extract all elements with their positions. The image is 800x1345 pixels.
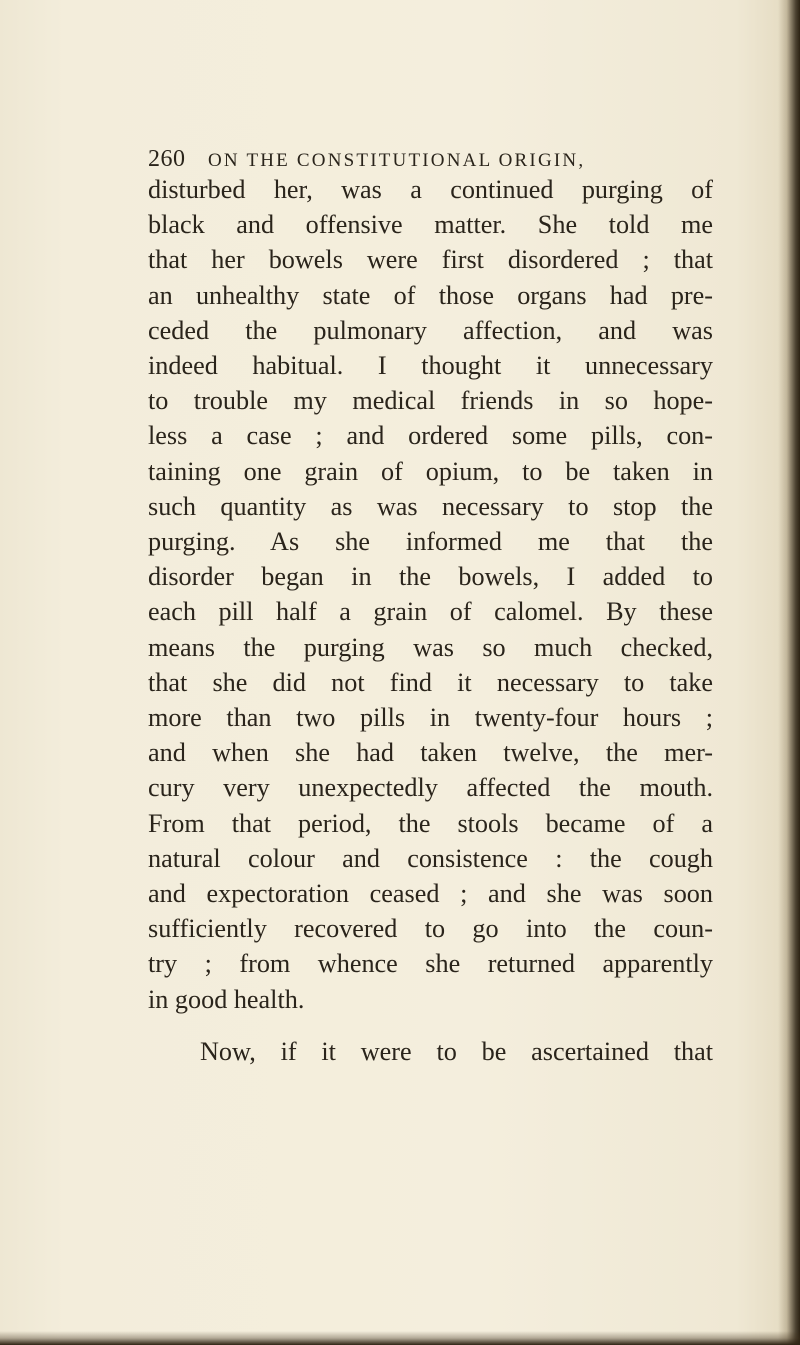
text-line: taining one grain of opium, to be taken in [148,456,713,486]
text-line: disturbed her, was a continued purging of [148,175,713,204]
running-head: ON THE CONSTITUTIONAL ORIGIN, [208,150,586,171]
text-line: means the purging was so much checked, [148,632,713,662]
page-header [148,146,708,173]
paragraph-2 [148,1034,713,1069]
text-line: that she did not find it necessary to take [148,667,713,697]
text-line: and expectoration ceased ; and she was soon [148,879,713,909]
text-line: try ; from whence she returned apparently [148,949,713,979]
text-line: Now, if it were to be ascertained that [200,1037,713,1066]
text-line: purging. As she informed me that the [148,527,713,557]
text-line: each pill half a grain of calomel. By these [148,597,713,627]
text-line: an unhealthy state of those organs had pre- [148,280,713,310]
paragraph-1 [148,172,713,1017]
text-line: indeed habitual. I thought it unnecessary [148,351,713,381]
text-line: less a case ; and ordered some pills, con- [148,421,713,451]
page-edge-shadow [778,0,800,1345]
text-line: more than two pills in twenty-four hours ; [148,703,713,733]
text-line: and when she had taken twelve, the mer- [148,738,713,768]
page-bottom-shadow [0,1331,800,1345]
text-line: ceded the pulmonary affection, and was [148,315,713,345]
text-line: From that period, the stools became of a [148,808,713,838]
page-number: 260 [148,146,186,172]
text-line: cury very unexpectedly affected the mouth. [148,773,713,803]
text-line: disorder began in the bowels, I added to [148,562,713,592]
text-line: such quantity as was necessary to stop the [148,491,713,521]
text-line: natural colour and consistence : the cough [148,843,713,873]
text-line: to trouble my medical friends in so hope- [148,386,713,416]
text-line: in good health. [148,984,305,1014]
text-line: that her bowels were first disordered ; that [148,245,713,275]
text-line: black and offensive matter. She told me [148,210,713,240]
text-line: sufficiently recovered to go into the coun- [148,914,713,944]
